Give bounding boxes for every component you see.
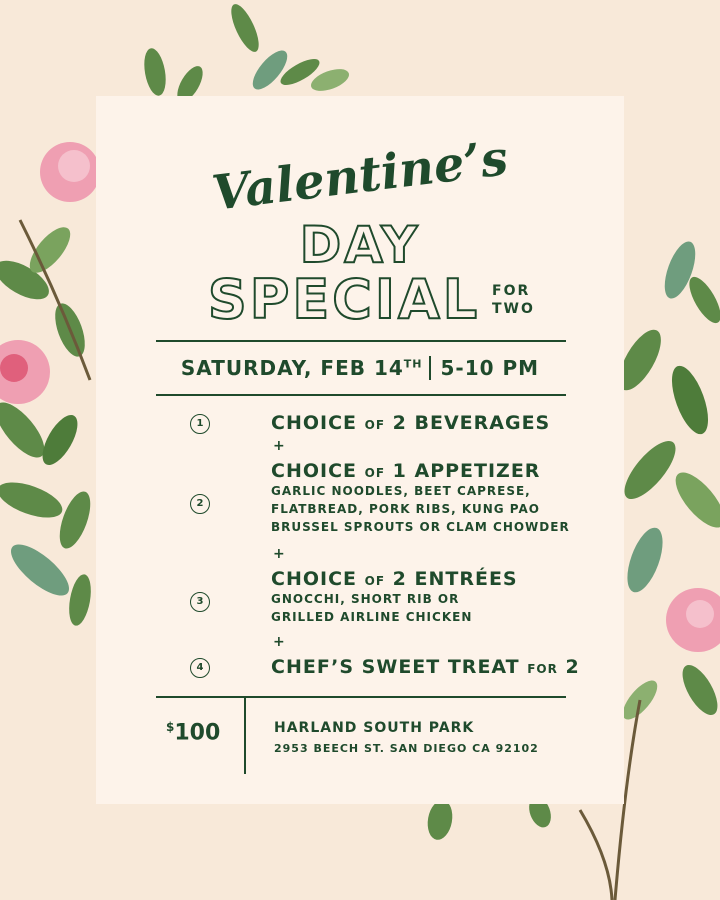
footer-divider bbox=[244, 696, 246, 774]
title-script: Valentine’s bbox=[209, 130, 511, 222]
plus-separator: + bbox=[273, 634, 285, 650]
for-two-label: FOR TWO bbox=[492, 283, 535, 317]
step-number: 3 bbox=[190, 592, 210, 612]
divider-middle bbox=[156, 394, 566, 396]
menu-item-beverages: CHOICE OF 2 BEVERAGES bbox=[271, 412, 551, 434]
title-special: SPECIAL bbox=[207, 268, 481, 331]
venue-name: HARLAND SOUTH PARK bbox=[274, 720, 475, 736]
menu-item-appetizer: CHOICE OF 1 APPETIZER GARLIC NOODLES, BEET CAPRESE, FLATBREAD, PORK RIBS, KUNG PAO BRUSSEL SPROUTS OR CLAM CHOWDER bbox=[271, 460, 570, 534]
divider-top bbox=[156, 340, 566, 342]
event-date: SATURDAY, FEB 14TH 5-10 PM bbox=[180, 356, 540, 380]
plus-separator: + bbox=[273, 438, 285, 454]
menu-item-entrees: CHOICE OF 2 ENTRÉES GNOCCHI, SHORT RIB OR GRILLED AIRLINE CHICKEN bbox=[271, 568, 518, 624]
plus-separator: + bbox=[273, 546, 285, 562]
title-day: DAY bbox=[299, 216, 421, 274]
menu-card bbox=[96, 96, 624, 804]
step-number: 4 bbox=[190, 658, 210, 678]
step-number: 1 bbox=[190, 414, 210, 434]
menu-item-dessert: CHEF’S SWEET TREAT FOR 2 bbox=[271, 656, 580, 678]
venue-address: 2953 BEECH ST. SAN DIEGO CA 92102 bbox=[274, 742, 539, 755]
divider-bottom bbox=[156, 696, 566, 698]
price: $100 bbox=[166, 720, 221, 746]
step-number: 2 bbox=[190, 494, 210, 514]
